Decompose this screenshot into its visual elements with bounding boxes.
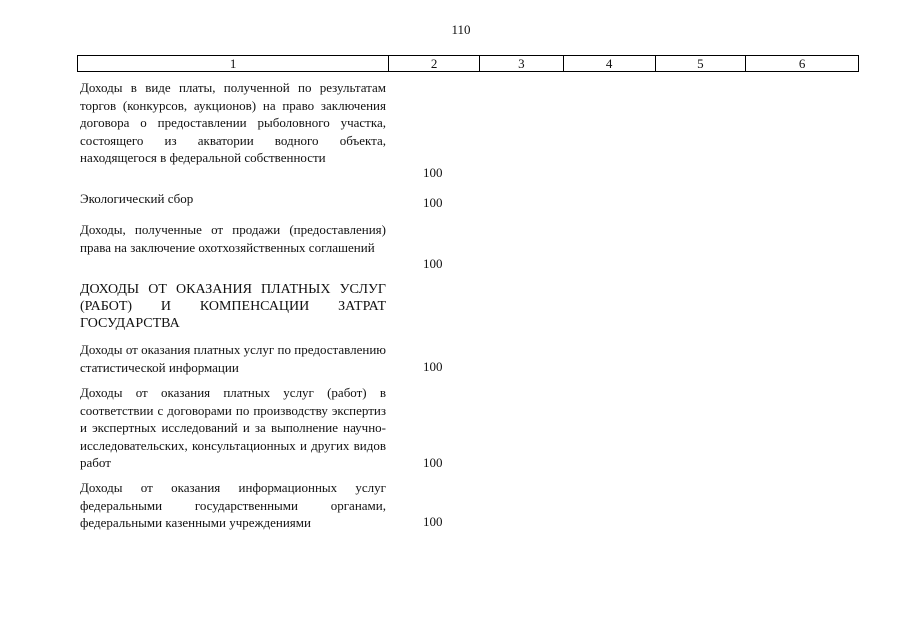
row-value: 100: [423, 195, 443, 210]
section-heading: ДОХОДЫ ОТ ОКАЗАНИЯ ПЛАТНЫХ УСЛУГ (РАБОТ) И КОМПЕНСАЦИИ ЗАТРАТ ГОСУДАРСТВА: [80, 282, 386, 331]
row-value: 100: [423, 455, 443, 470]
row-value: 100: [423, 256, 443, 271]
page-number: 110: [451, 22, 471, 37]
column-header-6: 6: [798, 56, 806, 71]
column-header-1: 1: [78, 56, 389, 71]
column-header-2: 2: [389, 56, 480, 71]
column-header-4: 4: [564, 56, 656, 71]
row-description: Доходы, полученные от продажи (предоставления) права на заключение охотхозяйственных соглашений: [80, 222, 386, 255]
row-description: Доходы от оказания платных услуг (работ) в соответствии с договорами по производству экспертиз и экспертных исследований и за выполнение научно-исследовательских, консультационных и других видов работ: [80, 385, 386, 470]
row-value: 100: [423, 359, 443, 374]
column-header-3: 3: [480, 56, 564, 71]
row-description: Доходы от оказания платных услуг по предоставлению статистической информации: [80, 342, 386, 375]
row-value: 100: [423, 514, 443, 529]
table-header-row: [77, 55, 859, 72]
row-description: Доходы от оказания информационных услуг федеральными государственными органами, федеральными казенными учреждениями: [80, 480, 386, 530]
column-header-5: 5: [656, 56, 747, 71]
row-value: 100: [423, 165, 443, 180]
row-description: Экологический сбор: [80, 191, 194, 206]
row-description: Доходы в виде платы, полученной по результатам торгов (конкурсов, аукционов) на право заключения договора о предоставлении рыболовного участка, состоящего из акватории водного объекта, находящегося в федеральной собственности: [80, 80, 386, 165]
